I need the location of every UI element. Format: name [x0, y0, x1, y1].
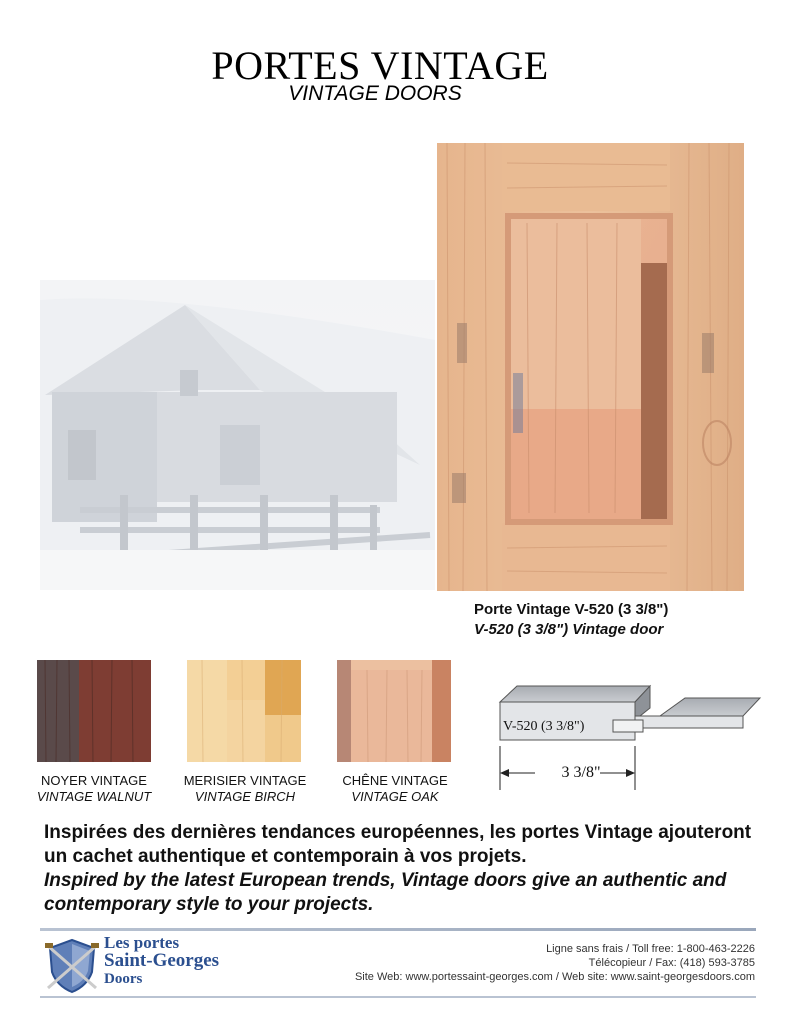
swatch-oak-en: VINTAGE OAK: [351, 789, 439, 804]
toll-free-number: Ligne sans frais / Toll free: 1-800-463-2226: [546, 943, 755, 955]
door-image: [437, 143, 744, 591]
barn-photo: [40, 280, 435, 590]
page-title: PORTES VINTAGE: [211, 43, 549, 88]
company-logo-text: [104, 934, 254, 988]
logo-line-3: Doors: [104, 971, 143, 987]
description-fr: Inspirées des dernières tendances européennes, les portes Vintage ajouteront un cachet authentique et contemporain à vos projets.: [44, 822, 752, 867]
swatch-oak: [337, 660, 451, 762]
swatch-birch-en: VINTAGE BIRCH: [194, 789, 296, 804]
door-caption: [474, 600, 764, 640]
contact-info: [355, 942, 755, 984]
swatch-oak-fr: CHÊNE VINTAGE: [342, 773, 448, 788]
door-caption-en: V-520 (3 3/8") Vintage door: [474, 621, 664, 638]
swatch-walnut-fr: NOYER VINTAGE: [41, 773, 147, 788]
description: [44, 821, 764, 917]
footer-divider: [40, 928, 756, 931]
shield-icon: [42, 936, 102, 994]
fax-number: Télécopieur / Fax: (418) 593-3785: [588, 957, 755, 969]
swatch-birch-fr: MERISIER VINTAGE: [183, 773, 307, 788]
footer-bottom-divider: [40, 996, 756, 998]
page-subtitle: VINTAGE DOORS: [288, 82, 462, 105]
swatch-birch-label: [165, 773, 325, 805]
swatch-birch: [187, 660, 301, 762]
swatch-walnut-label: [14, 773, 174, 805]
description-en: Inspired by the latest European trends, Vintage doors give an authentic and contemporary style to your projects.: [44, 870, 727, 915]
door-profile-diagram: [495, 680, 765, 800]
swatch-walnut-en: VINTAGE WALNUT: [36, 789, 152, 804]
profile-code-label: V-520 (3 3/8"): [503, 719, 585, 734]
door-caption-fr: Porte Vintage V-520 (3 3/8"): [474, 601, 669, 618]
logo-line-2: Saint-Georges: [104, 950, 220, 971]
swatch-walnut: [37, 660, 151, 762]
logo-line-1: Les portes: [104, 933, 180, 952]
swatch-oak-label: [315, 773, 475, 805]
profile-dimension-label: 3 3/8": [561, 764, 601, 781]
website-links: Site Web: www.portessaint-georges.com / Web site: www.saint-georgesdoors.com: [354, 971, 755, 983]
